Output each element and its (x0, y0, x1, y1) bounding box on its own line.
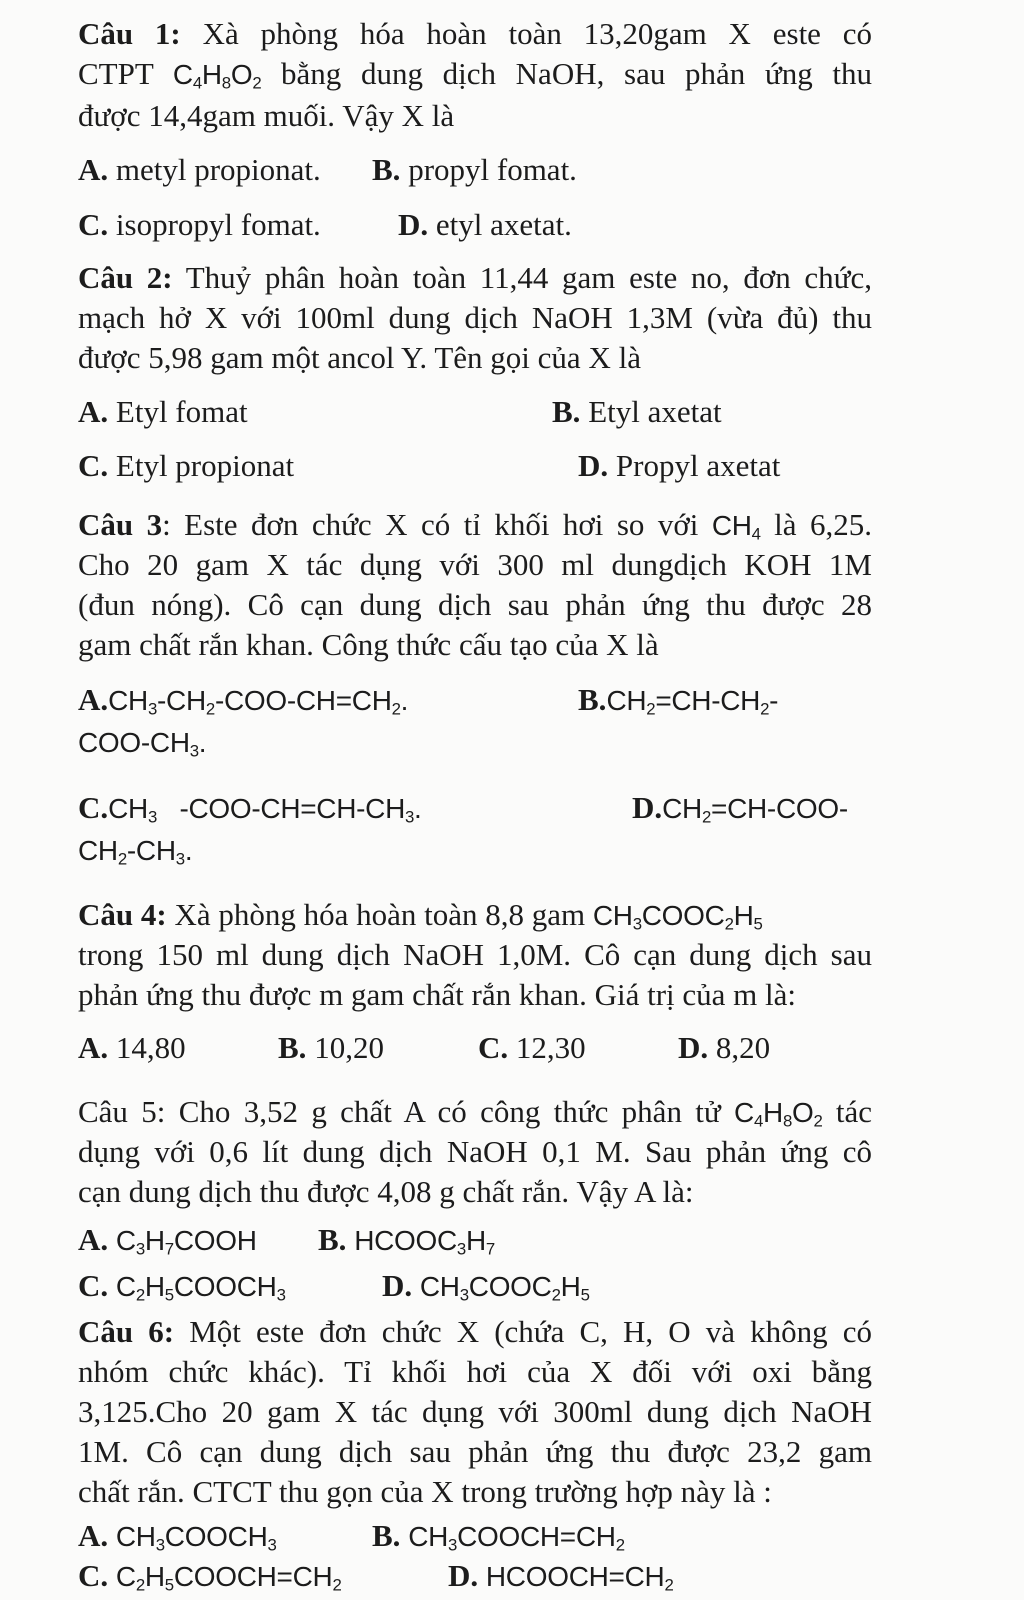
q6-line-4: 1M. Cô cạn dung dịch sau phản ứng thu được 23,2 gam (78, 1434, 872, 1469)
q2-line-3: được 5,98 gam một ancol Y. Tên gọi của X là (78, 340, 641, 375)
q4-option-a[interactable]: A. 14,80 (78, 1030, 186, 1065)
q6-line-1: Câu 6: Một este đơn chức X (chứa C, H, O và không có (78, 1314, 873, 1349)
q3-option-d[interactable]: $D.CH_2=CH-COO-$ (632, 790, 848, 827)
q5-option-b[interactable]: B. $HCOOC_3H_7$ (318, 1222, 495, 1259)
q1-option-c[interactable]: C. isopropyl fomat. (78, 207, 321, 242)
q5-line-2: dụng với 0,6 lít dung dịch NaOH 0,1 M. Sau phản ứng cô (78, 1134, 872, 1169)
q3-option-c[interactable]: $C.CH_3$ $-COO-CH=CH-CH_3$. (78, 790, 422, 827)
q3-label: Câu 3 (78, 507, 163, 542)
q2-option-d[interactable]: D. Propyl axetat (578, 448, 781, 483)
q3-option-d-continued: $CH_2-CH_3$. (78, 835, 193, 869)
q5-option-a[interactable]: A. $C_3H_7COOH$ (78, 1222, 257, 1259)
q4-option-b[interactable]: B. 10,20 (278, 1030, 384, 1065)
q3-line-4: gam chất rắn khan. Công thức cấu tạo của X là (78, 627, 659, 662)
q2-option-a[interactable]: A. Etyl fomat (78, 394, 248, 429)
q5-option-d[interactable]: D. $CH_3COOC_2H_5$ (382, 1268, 590, 1305)
q4-formula: $CH_3COOC_2H_5$ (592, 900, 763, 934)
q1-option-d[interactable]: D. etyl axetat. (398, 207, 572, 242)
q1-formula: $C_4H_8O_2$ (172, 59, 262, 93)
q4-label: Câu 4: (78, 897, 167, 932)
q2-label: Câu 2: (78, 260, 173, 295)
q1-label: Câu 1: (78, 16, 181, 51)
q6-label: Câu 6: (78, 1314, 175, 1349)
q6-option-d[interactable]: D. $HCOOCH=CH_2$ (448, 1558, 674, 1595)
q6-line-2: nhóm chức khác). Tỉ khối hơi của X đối với oxi bằng (78, 1354, 872, 1389)
q2-option-b[interactable]: B. Etyl axetat (552, 394, 722, 429)
q1-option-a[interactable]: A. metyl propionat. (78, 152, 321, 187)
q6-option-b[interactable]: B. $CH_3COOCH=CH_2$ (372, 1518, 625, 1555)
q1-line-1: Câu 1: Xà phòng hóa hoàn toàn 13,20gam X este có (78, 16, 873, 51)
q1-line-3: được 14,4gam muối. Vậy X là (78, 98, 455, 133)
q1-line-2: CTPT $C_4H_8O_2$ bằng dung dịch NaOH, sau phản ứng thu (78, 56, 872, 93)
q2-line-2: mạch hở X với 100ml dung dịch NaOH 1,3M (vừa đủ) thu (78, 300, 872, 335)
q4-option-d[interactable]: D. 8,20 (678, 1030, 771, 1065)
q4-line-1: Câu 4: Xà phòng hóa hoàn toàn 8,8 gam $CH_3COOC_2H_5$ (78, 897, 763, 934)
q5-option-c[interactable]: C. $C_2H_5COOCH_3$ (78, 1268, 286, 1305)
q6-line-5: chất rắn. CTCT thu gọn của X trong trường hợp này là : (78, 1474, 772, 1509)
q6-option-a[interactable]: A. $CH_3COOCH_3$ (78, 1518, 277, 1555)
q3-line-2: Cho 20 gam X tác dụng với 300 ml dungdịch KOH 1M (78, 547, 872, 582)
q3-line-1: Câu 3: Este đơn chức X có tỉ khối hơi so với $CH_4$ là 6,25. (78, 507, 872, 544)
q3-line-3: (đun nóng). Cô cạn dung dịch sau phản ứng thu được 28 (78, 587, 872, 622)
q3-option-b-continued: COO-$CH_3$. (78, 727, 207, 761)
q5-line-3: cạn dung dịch thu được 4,08 g chất rắn. Vậy A là: (78, 1174, 694, 1209)
q4-line-3: phản ứng thu được m gam chất rắn khan. Giá trị của m là: (78, 977, 797, 1012)
q6-option-c[interactable]: C. $C_2H_5COOCH=CH_2$ (78, 1558, 342, 1595)
q1-option-b[interactable]: B. propyl fomat. (372, 152, 577, 187)
q6-line-3: 3,125.Cho 20 gam X tác dụng với 300ml dung dịch NaOH (78, 1394, 872, 1429)
q5-formula: $C_4H_8O_2$ (734, 1097, 823, 1131)
q3-option-b[interactable]: $B.CH_2=CH-CH_2-$ (578, 682, 779, 719)
q2-option-c[interactable]: C. Etyl propionat (78, 448, 295, 483)
q5-line-1: Câu 5: Cho 3,52 g chất A có công thức phân tử $C_4H_8O_2$ tác (78, 1094, 872, 1131)
q4-line-2: trong 150 ml dung dịch NaOH 1,0M. Cô cạn dung dịch sau (78, 937, 872, 972)
q4-option-c[interactable]: C. 12,30 (478, 1030, 586, 1065)
q2-line-1: Câu 2: Thuỷ phân hoàn toàn 11,44 gam este no, đơn chức, (78, 260, 872, 295)
q3-option-a[interactable]: $A.CH_3-CH_2-COO-CH=CH_2$. (78, 682, 409, 719)
